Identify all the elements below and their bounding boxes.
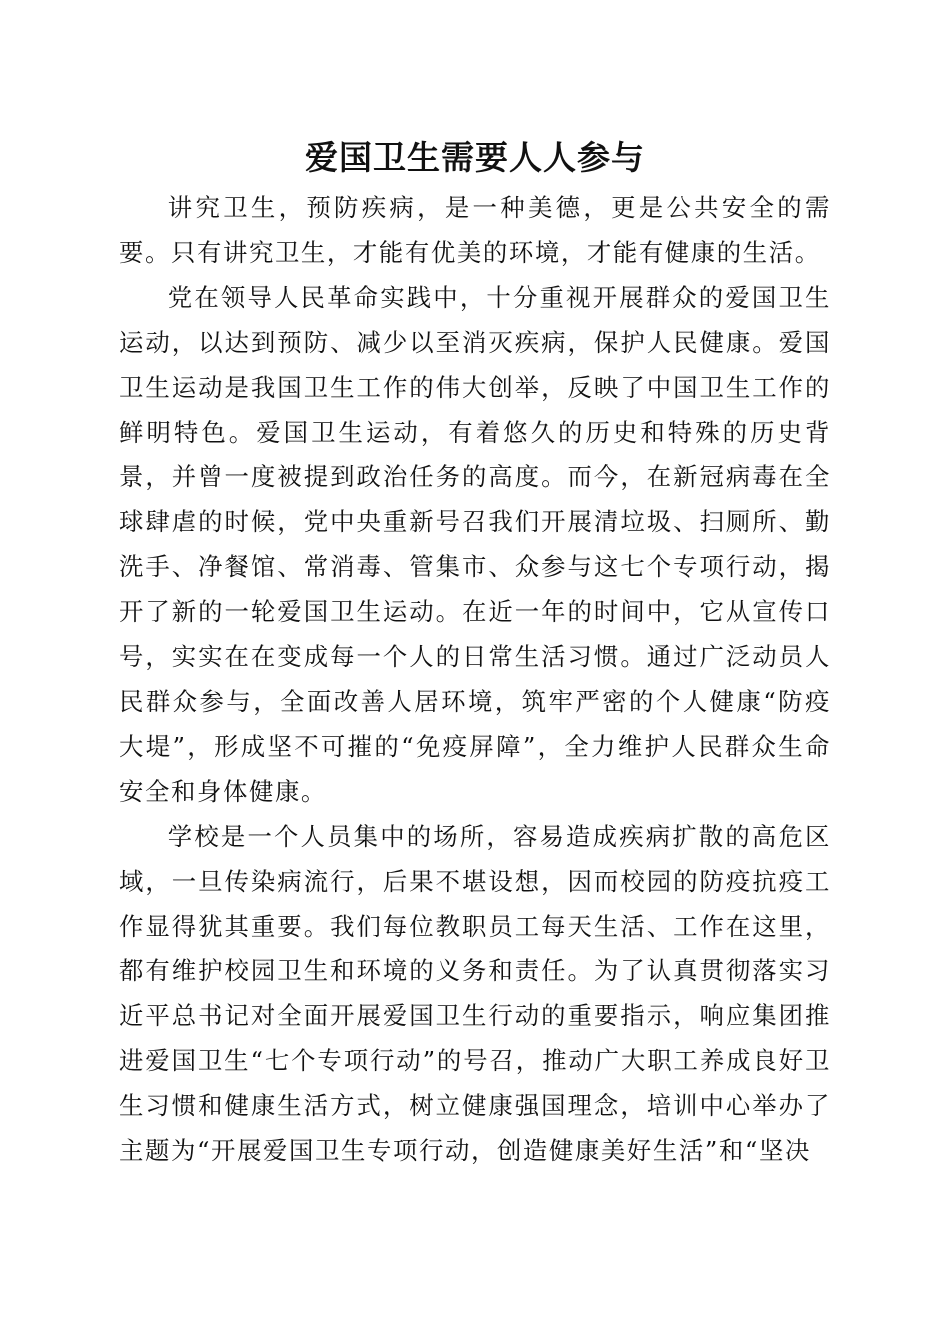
paragraph-school: 学校是一个人员集中的场所，容易造成疾病扩散的高危区域，一旦传染病流行，后果不堪设想，因而校园的防疫抗疫工作显得犹其重要。我们每位教职员工每天生活、工作在这里，都有维护校园卫生和环境的义务和责任。为了认真贯彻落实习近平总书记对全面开展爱国卫生行动的重要指示，响应集团推进爱国卫生“七个专项行动”的号召，推动广大职工养成良好卫生习惯和健康生活方式，树立健康强国理念，培训中心举办了主题为“开展爱国卫生专项行动，创造健康美好生活”和“坚决 [119, 821, 831, 1166]
paragraph-history: 党在领导人民革命实践中，十分重视开展群众的爱国卫生运动，以达到预防、减少以至消灭疾病，保护人民健康。爱国卫生运动是我国卫生工作的伟大创举，反映了中国卫生工作的鲜明特色。爱国卫生运动，有着悠久的历史和特殊的历史背景，并曾一度被提到政治任务的高度。而今，在新冠病毒在全球肆虐的时候，党中央重新号召我们开展清垃圾、扫厕所、勤洗手、净餐馆、常消毒、管集市、众参与这七个专项行动，揭开了新的一轮爱国卫生运动。在近一年的时间中，它从宣传口号，实实在在变成每一个人的日常生活习惯。通过广泛动员人民群众参与，全面改善人居环境，筑牢严密的个人健康“防疫大堤”，形成坚不可摧的“免疫屏障”，全力维护人民群众生命安全和身体健康。 [119, 282, 831, 806]
document-body [119, 186, 831, 1174]
paragraph-intro: 讲究卫生，预防疾病，是一种美德，更是公共安全的需要。只有讲究卫生，才能有优美的环境，才能有健康的生活。 [119, 193, 831, 267]
document-title: 爱国卫生需要人人参与 [305, 138, 645, 177]
